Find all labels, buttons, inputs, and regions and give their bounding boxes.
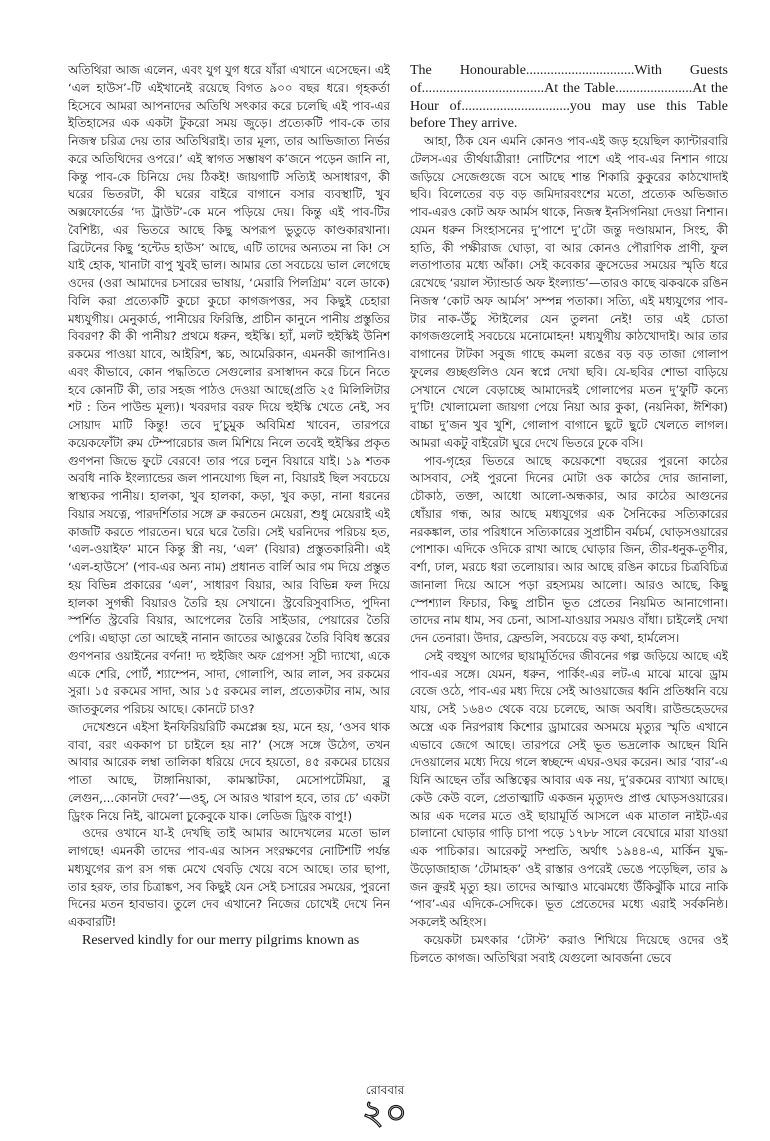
page-number: ২০ xyxy=(361,1093,409,1133)
paragraph: ওদের ওখানে যা-ই দেখছি তাই আমার আদেখলের মতো ভাল লাগছে! এমনকী তাদের পাব-এর আসন সংরক্ষণের নোটিশটি পর্যন্ত মধ্যযুগের রূপ রস গন্ধ মেখে থেবড়ি খেয়ে বসে আছে। তার ছাপা, তার হরফ, তার চিত্রাঙ্কণ, সব কিছুই যেন সেই চসারের সময়ের, পুরনো দিনের মতন হাবভাব। তুলে দেব এখানে? নিজের চোখেই দেখে নিন একবারটি! xyxy=(68,826,390,929)
paragraph: কয়েকটা চমৎকার ‘টোস্ট’ করাও শিখিয়ে দিয়েছে ওদের ওই চিলতে কাগজ। অতিথিরা সবাই যেগুলো আবর্জনা ভেবে xyxy=(410,932,728,965)
paragraph: Reserved kindly for our merry pilgrims known as xyxy=(82,932,360,948)
left-text-column xyxy=(68,62,390,1074)
paragraph: অতিথিরা আজ এলেন, এবং যুগ যুগ ধরে যাঁরা এখানে এসেছেন। এই ‘এল হাউস’-টি এইখানেই রয়েছে বিগত ৯০০ বছর ধরে। গৃহকর্তা হিসেবে আমরা আপনাদের অতিথি সৎকার করে চলেছি এই পাব-এর ইতিহাসের এক একটা টুকরো সময় জুড়ে। প্রত্যেকটি পাব-কে তার নিজস্ব চরিত্র দেয় তার অতিথিরাই। তার মূল্য, তার আভিজাত্য নির্ভর করে অতিথিদের ওপরে।’ এই স্বাগত সম্ভাষণ ক’জনে পড়েন জানি না, কিন্তু পাব-কে চিনিয়ে দেয় ঠিকই! জায়গাটি সত্যিই অসাধারণ, কী ঘরের ভিতরটা, কী ঘরের বাইরে বাগানে বসার ব্যবস্থাটি, খুব অক্সফোর্ডের ‘দ্য ট্রাউট’-কে মনে পড়িয়ে দেয়। কিন্তু এই পাব-টির বৈশিষ্ট্য, এর ভিতরে আছে কিছু অপরূপ ভুতুড়ে কাণ্ডকারখানা। ব্রিটেনের কিছু ‘হন্টেড হাউস’ আছে, এটি তাদের অন্যতম না কি! সে যাই হোক, খানাটা বাপু খুবই ভাল। আমার তো সবচেয়ে ভাল লেগেছে ওদের (ওরা আমাদের চসারের ভাষায়, ‘মেরারি পিলগ্রিম’ বলে ডাকে) বিলি করা প্রত্যেকটি কুচো কুচো কাগজপত্তর, সব কিছুই চেহারা মধ্যযুগীয়। মেনুকার্ড, পানীয়ের ফিরিস্তি, প্রাচীন কানুনে পানীয় প্রস্তুতির বিবরণ? কী কী পানীয়? প্রথমে ধরুন, হুইস্কি। হ্যাঁ, মলট হুইস্কিই উনিশ রকমের পাওয়া যাবে, আইরিশ, স্কচ, আমেরিকান, এমনকী জাপানিও। এবং কীভাবে, কোন পদ্ধতিতে সেগুলোর রসাস্বাদন করে চিনে নিতে হবে কোনটি কী, তার সহজ পাঠও দেওয়া আছে(প্রতি ২৫ মিলিলিটার শট : তিন পাউন্ড মূল্য)। খবরদার বরফ দিয়ে হুইস্কি খেতে নেই, সব সোয়াদ মাটি কিন্তু! তবে দু’চুমুক অবিমিশ্র খাবেন, তারপরে কয়েকফোঁটা রুম টেম্পারেচার জল মিশিয়ে নিলে তবেই হুইস্কির প্রকৃত গুণপনা জিভে ফুটে বেরবে! তার পরে চলুন বিয়ারে যাই। ১৯ শতক অবধি নাকি ইংল্যান্ডের জল পানযোগ্য ছিল না, বিয়ারই ছিল সবচেয়ে স্বাস্থ্যকর পানীয়। হালকা, খুব হালকা, কড়া, খুব কড়া, নানা ধরনের বিয়ার সযত্নে, পারদর্শিতার সঙ্গে ব্রু করতেন মেয়েরা, শুধু মেয়েরাই এই কাজটি করতে পারতেন। ঘরে ঘরে তৈরি। সেই ঘরনিদের পরিচয় হত, ‘এল-ওয়াইফ’ মানে কিন্তু স্ত্রী নয়, ‘এল’ (বিয়ার) প্রস্তুতকারিনী। এই ‘এল-হাউসে’ (পাব-এর অন্য নাম) প্রধানত বার্লি আর গম দিয়ে প্রস্তুত হয় বিভিন্ন প্রকারের ‘এল’, সাধারণ বিয়ার, আর বিভিন্ন ফল দিয়ে হালকা সুগন্ধী বিয়ারও তৈরি হয় সেখানে। স্ট্রবেরিসুবাসিত, পুদিনা স্পর্শিত স্ট্রবেরি বিয়ার, আপেলের তৈরি সাইডার, পেয়ারের তৈরি পেরি। এছাড়া তো আছেই নানান জাতের আঙুরের তৈরি বিবিধ স্তরের গুণপনার ওয়াইনের বর্ণনা! দ্য হুইজিং অফ গ্রেপস! সূচী দ্যাখো, একে একে শেরি, পোর্ট, শ্যাম্পেন, সাদা, গোলাপি, আর লাল, সব রকমের সুরা। ১৫ রকমের সাদা, আর ১৫ রকমের লাল, প্রত্যেকটার নাম, আর জাতকুলের পরিচয় আছে। কোনটে চাও? xyxy=(68,63,390,716)
publication-name: রোববার xyxy=(365,1083,405,1097)
paragraph: The Honourable...............................With Guests of...................................At the Table......................At the Hour of...............................you may use this Table before They arrive. xyxy=(410,63,728,132)
right-text-column xyxy=(410,62,728,1082)
paragraph: পাব-গৃহের ভিতরে আছে কয়েকশো বছরের পুরনো কাঠের আসবাব, সেই পুরনো দিনের মোটা ওক কাঠের দোর জানালা, চৌকাঠ, তক্তা, আধো আলো-অন্ধকার, আর কাঠের আগুনের ধোঁয়ার গন্ধ, আর আছে মধ্যযুগের এক সৈনিকের সত্যিকারের নরকঙ্কাল, তার পরিধানে সত্যিকারের সুপ্রাচীন বর্মচর্ম, ঘোড়সওয়ারের পোশাক। এদিকে ওদিকে রাখা আছে ঘোড়ার জিন, তীর-ধনুক-তূণীর, বর্শা, ঢাল, মরচে ধরা তলোয়ার। আর আছে রঙিন কাচের চিত্রবিচিত্র জানালা দিয়ে আসে পড়া রহস্যময় আলো। আরও আছে, কিছু স্পেশ্যাল ফিচার, কিছু প্রাচীন ভূত প্রেতের নিয়মিত আনাগোনা। তাদের নাম ধাম, সব চেনা, আসা-যাওয়ার সময়ও বাঁধা। চাইলেই দেখা দেন তেনারা। উদার, ফ্রেন্ডলি, সবচেয়ে বড় কথা, হার্মলেস। xyxy=(410,453,728,645)
paragraph: সেই বহুযুগ আগের ছায়ামূর্তিদের জীবনের গল্প জড়িয়ে আছে এই পাব-এর সঙ্গে। যেমন, ধরুন, পার্কিং-এর লট-এ মাঝে মাঝে ড্রাম বেজে ওঠে, পাব-এর মধ্য দিয়ে সেই আওয়াজের ধ্বনি প্রতিধ্বনি বয়ে যায়, সেই ১৬৪৩ থেকে বয়ে চলেছে, আজ অবধি। রাউন্ডহেডদের অস্ত্রে এক নিরপরাধ কিশোর ড্রামারের অসময়ে মৃত্যুর স্মৃতি এখানে এভাবে জেগে আছে। তারপরে সেই ভূত ভদ্রলোক আছেন যিনি দেওয়ালের মধ্যে দিয়ে গলে স্বচ্ছন্দে এঘর-ওঘর করেন। আর ‘বার’-এ যিনি আছেন তাঁর অস্তিত্বের আবার এক নয়, দু’রকমের ব্যাখ্যা আছে। কেউ কেউ বলে, প্রেতাত্মাটি একজন মৃত্যুদণ্ড প্রাপ্ত ঘোড়সওয়ারের। আর এক দলের মতে ওই ছায়ামূর্তি আসলে এক মাতাল নাইট-এর চালানো ঘোড়ার গাড়ি চাপা পড়ে ১৭৮৮ সালে বেঘোরে মারা যাওয়া এক পাচিকার। আরেকটু সম্প্রতি, অর্থাৎ ১৯৪৪-এ, মার্কিন যুদ্ধ-উড়োজাহাজ ‘টোমাহক’ ওই রাস্তার ওপরেই ভেঙে পড়েছিল, তার ৯ জন ক্রুরই মৃত্যু হয়। তাদের আত্মাও মাঝেমধ্যে উঁকিঝুঁকি মারে নাকি ‘পাব’-এর এদিকে-সেদিকে। ভূত প্রেতেদের মধ্যে এরাই সর্বকনিষ্ঠ। সকলেই অহিংস। xyxy=(410,648,728,929)
paragraph: দেখেশুনে এইসা ইনফিরিয়রিটি কমপ্লেক্স হয়, মনে হয়, ‘ওসব থাক বাবা, বরং এককাপ চা চাইলে হয় না?’ (সঙ্গে সঙ্গে উঠেগ, তখন আবার আরেক লম্বা তালিকা ধরিয়ে দেবে হয়তো, ৪৫ রকমের চায়ের পাতা আছে, টাঙ্গানিয়াকা, কামস্কাটকা, মেসোপটেমিয়া, ব্লু লেগুন,...কোনটা দেব?’—ওহ্, সে আরও খারাপ হবে, তার চে’ একটা ড্রিংক নিয়ে নিই, ঝামেলা চুকেবুকে যাক। লেডিজ ড্রিংক বাপু!) xyxy=(68,719,390,823)
paragraph: আহা, ঠিক যেন এমনি কোনও পাব-এই জড় হয়েছিল ক্যান্টারবারি টেলস-এর তীর্থযাত্রীরা! নোটিশের পাশে এই পাব-এর নিশান গায়ে জড়িয়ে সেজেগুজে বসে আছে শান্ত শিকারি কুকুরের কাঠখোদাই ছবি। বিলেতের বড় বড় জমিদারবংশের মতো, প্রত্যেক অভিজাত পাব-এরও কোট অফ আর্মস থাকে, নিজস্ব ইনসিগনিয়া দেওয়া নিশান। যেমন ধরুন সিংহাসনের দু’পাশে দু’টো জন্তু দণ্ডায়মান, সিংহ, কী হাতি, কী পক্ষীরাজ ঘোড়া, বা আর কোনও পৌরাণিক প্রাণী, ফুল লতাপাতার মধ্যে আঁকা। সেই কবেকার ক্রুসেডের সময়ের স্মৃতি ধরে রেখেছে ‘রয়াল স্ট্যান্ডার্ড অফ ইংল্যান্ড’—তারও কাছে ঝকঝকে রঙিন নিজস্ব ‘কোট অফ আর্মস’ সম্পন্ন পতাকা। সত্যি, এই মধ্যযুগের পাব-টার নাক-উঁচু স্টাইলের যেন তুলনা নেই! তার এই চোতা কাগজগুলোই সবচেয়ে মনোমোহন! মধ্যযুগীয় কাঠখোদাই। আর তার বাগানের টাটকা সবুজ গাছে কমলা রঙের বড় বড় তাজা গোলাপ ফুলের গুচ্ছগুলিও যেন স্বপ্নে দেখা ছবি। যে-ছবির শোভা বাড়িয়ে সেখানে খেলে বেড়াচ্ছে আমাদেরই গোলাপের মতন দু’ফুটি কন্যে দু’টি! খোলামেলা জায়গা পেয়ে নিয়া আর কুকা, (নয়নিকা, ঈশিকা) বাচ্চা দু’জন খুব খুশি, গোলাপ বাগানে ছুটে ছুটে খেলতে লাগল। আমরা একটু বাইরেটা ঘুরে দেখে ভিতরে ঢুকে বসি। xyxy=(410,134,728,450)
